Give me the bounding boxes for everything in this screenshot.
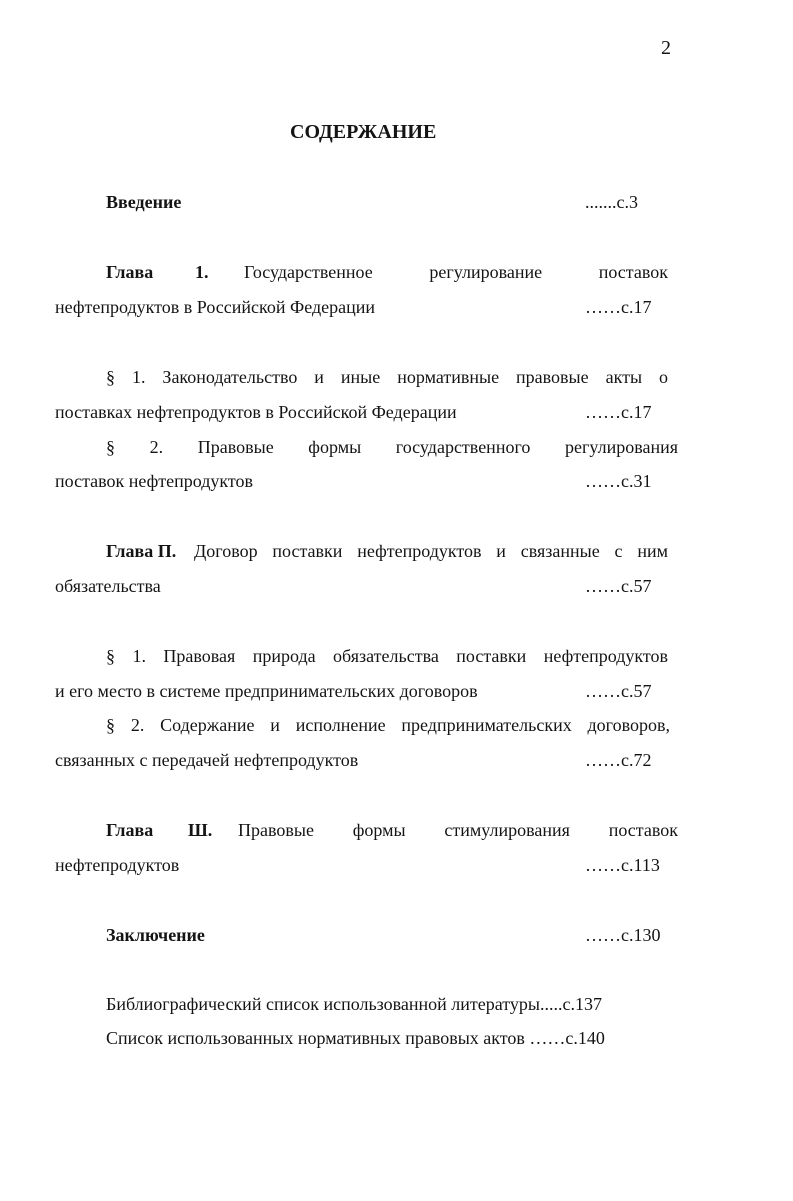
chapter-2-title-line2: обязательства (55, 576, 161, 596)
chapter-2-heading (106, 542, 668, 562)
page-number: 2 (661, 37, 671, 59)
intro-page: .......с.3 (585, 192, 638, 212)
chapter-2-section-1-page: ……с.57 (585, 681, 652, 701)
chapter-2-section-2-line2: связанных с передачей нефтепродуктов (55, 750, 359, 770)
chapter-2-section-2-line1: § 2. Содержание и исполнение предпринимательских договоров, (106, 715, 670, 735)
chapter-1-prefix: Глава (106, 262, 154, 282)
intro-label: Введение (106, 192, 182, 212)
toc-title: СОДЕРЖАНИЕ (290, 121, 437, 143)
chapter-1-heading (106, 263, 668, 283)
chapter-3-number: Ш. (188, 820, 213, 840)
chapter-1-page: ……с.17 (585, 297, 652, 317)
chapter-2-title-line1: Договор поставки нефтепродуктов и связанные с ним (194, 541, 668, 561)
chapter-2-prefix: Глава П. (106, 541, 177, 561)
chapter-2-page: ……с.57 (585, 576, 652, 596)
chapter-1-section-2-line1: § 2. Правовые формы государственного регулирования (106, 437, 678, 457)
chapter-3-title-line2: нефтепродуктов (55, 855, 180, 875)
chapter-1-section-1-line1: § 1. Законодательство и иные нормативные правовые акты о (106, 367, 668, 387)
chapter-3-page: ……с.113 (585, 855, 660, 875)
chapter-1-title-line2: нефтепродуктов в Российской Федерации (55, 297, 375, 317)
chapter-3-prefix: Глава (106, 820, 154, 840)
chapter-3-heading (106, 821, 678, 841)
chapter-3-title-line1: Правовые формы стимулирования поставок (238, 820, 678, 840)
chapter-1-section-2-page: ……с.31 (585, 471, 652, 491)
legal-acts-entry: Список использованных нормативных правовых актов ……с.140 (106, 1028, 605, 1048)
conclusion-label: Заключение (106, 925, 205, 945)
chapter-1-section-1-page: ……с.17 (585, 402, 652, 422)
chapter-1-number: 1. (195, 262, 209, 282)
bibliography-entry: Библиографический список использованной литературы.....с.137 (106, 994, 603, 1014)
chapter-1-title-line1: Государственное регулирование поставок (244, 262, 668, 282)
chapter-1-section-1-line2: поставках нефтепродуктов в Российской Федерации (55, 402, 457, 422)
chapter-2-section-1-line2: и его место в системе предпринимательских договоров (55, 681, 478, 701)
chapter-2-section-2-page: ……с.72 (585, 750, 652, 770)
chapter-2-section-1-line1: § 1. Правовая природа обязательства поставки нефтепродуктов (106, 646, 668, 666)
chapter-1-section-2-line2: поставок нефтепродуктов (55, 471, 254, 491)
conclusion-page: ……с.130 (585, 925, 661, 945)
